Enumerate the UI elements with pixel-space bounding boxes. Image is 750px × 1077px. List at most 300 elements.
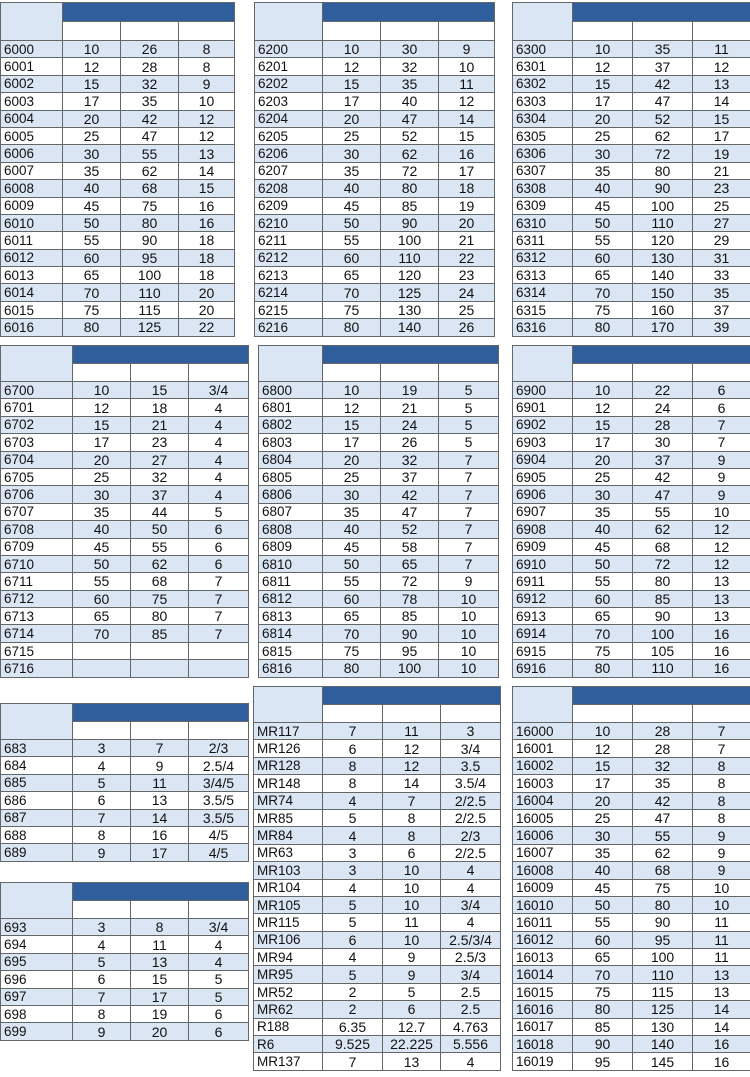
inner-diameter-header (63, 22, 121, 41)
model-cell: 6811 (259, 573, 323, 590)
outer-diameter-cell: 7 (383, 793, 441, 810)
outer-diameter-cell: 72 (381, 163, 439, 180)
inner-diameter-cell (73, 643, 131, 660)
outer-diameter-cell: 90 (633, 608, 693, 625)
model-cell: MR117 (254, 723, 323, 740)
width-cell: 3/4 (189, 382, 249, 399)
model-cell: 6012 (1, 250, 63, 267)
width-cell: 2/2.5 (441, 845, 501, 862)
width-cell: 17 (439, 163, 495, 180)
model-cell: 6207 (255, 163, 323, 180)
width-cell: 2/2.5 (441, 810, 501, 827)
model-cell: 6914 (513, 625, 573, 642)
model-cell: 6305 (513, 128, 573, 145)
inner-diameter-cell: 50 (73, 556, 131, 573)
outer-diameter-cell: 17 (131, 844, 189, 861)
width-cell: 6 (189, 521, 249, 538)
model-cell: 685 (1, 775, 73, 792)
width-cell: 10 (439, 643, 499, 660)
width-cell: 5 (189, 504, 249, 521)
inner-diameter-cell: 40 (323, 180, 381, 197)
inner-diameter-cell: 40 (573, 862, 633, 879)
inner-diameter-cell: 8 (73, 827, 131, 844)
outer-diameter-cell: 16 (131, 827, 189, 844)
inner-diameter-header (573, 22, 633, 41)
outer-diameter-cell: 62 (131, 556, 189, 573)
width-cell: 7 (439, 521, 499, 538)
model-cell: MR126 (254, 740, 323, 757)
spec-table-p16000 (512, 686, 750, 1071)
outer-diameter-cell: 55 (121, 145, 179, 162)
inner-diameter-cell: 5 (73, 954, 131, 971)
width-cell: 8 (693, 758, 750, 775)
model-cell: 6710 (1, 556, 73, 573)
outer-diameter-cell (131, 660, 189, 677)
inner-diameter-cell: 8 (323, 758, 383, 775)
dimensions-header (73, 883, 249, 901)
width-cell: 13 (693, 591, 750, 608)
width-cell: 7 (693, 740, 750, 757)
outer-diameter-cell: 65 (381, 556, 439, 573)
inner-diameter-cell: 8 (323, 775, 383, 792)
outer-diameter-cell: 95 (633, 932, 693, 949)
inner-diameter-cell: 60 (573, 932, 633, 949)
outer-diameter-cell: 9 (383, 949, 441, 966)
inner-diameter-cell: 70 (323, 284, 381, 301)
outer-diameter-header (131, 364, 189, 382)
model-cell: 6909 (513, 539, 573, 556)
width-cell: 5 (439, 417, 499, 434)
inner-diameter-cell: 40 (63, 180, 121, 197)
outer-diameter-cell: 85 (131, 625, 189, 642)
width-cell: 23 (693, 180, 750, 197)
width-cell: 22 (439, 250, 495, 267)
model-cell: MR74 (254, 793, 323, 810)
width-cell: 10 (693, 880, 750, 897)
inner-diameter-cell: 75 (573, 643, 633, 660)
model-cell: 16013 (513, 949, 573, 966)
width-cell: 7 (189, 573, 249, 590)
inner-diameter-cell: 65 (63, 267, 121, 284)
model-cell: 6006 (1, 145, 63, 162)
outer-diameter-cell: 26 (121, 41, 179, 58)
inner-diameter-cell: 25 (323, 469, 381, 486)
width-header (693, 22, 750, 41)
spec-table-p6800 (258, 345, 499, 678)
model-cell: 6816 (259, 660, 323, 677)
width-cell: 2.5/3/4 (441, 932, 501, 949)
inner-diameter-cell: 55 (73, 573, 131, 590)
model-cell: 16019 (513, 1053, 573, 1070)
width-cell: 35 (693, 284, 750, 301)
inner-diameter-cell: 8 (73, 1006, 131, 1023)
outer-diameter-cell: 11 (383, 723, 441, 740)
width-cell: 3/4 (441, 966, 501, 983)
outer-diameter-cell: 7 (131, 740, 189, 757)
spec-table-p6900 (512, 345, 750, 678)
inner-diameter-cell: 17 (573, 775, 633, 792)
inner-diameter-cell: 6 (73, 971, 131, 988)
inner-diameter-header (73, 722, 131, 740)
width-cell: 7 (189, 608, 249, 625)
inner-diameter-cell: 60 (323, 250, 381, 267)
model-cell: 6910 (513, 556, 573, 573)
model-cell: 6911 (513, 573, 573, 590)
inner-diameter-cell: 6 (73, 792, 131, 809)
model-cell: 16014 (513, 966, 573, 983)
model-cell: 6900 (513, 382, 573, 399)
outer-diameter-cell: 6 (383, 1001, 441, 1018)
outer-diameter-cell: 27 (131, 452, 189, 469)
inner-diameter-cell: 25 (573, 810, 633, 827)
width-cell: 10 (439, 608, 499, 625)
model-cell: 6916 (513, 660, 573, 677)
inner-diameter-cell: 75 (63, 302, 121, 319)
width-cell: 15 (439, 128, 495, 145)
width-cell: 13 (693, 76, 750, 93)
model-cell: 16012 (513, 932, 573, 949)
width-cell: 16 (693, 625, 750, 642)
model-cell: 6202 (255, 76, 323, 93)
spec-table-p683 (0, 703, 249, 862)
model-cell: 6804 (259, 452, 323, 469)
outer-diameter-cell: 6 (383, 845, 441, 862)
outer-diameter-cell: 42 (381, 486, 439, 503)
width-cell: 11 (693, 914, 750, 931)
width-cell: 4 (441, 862, 501, 879)
model-cell: 6815 (259, 643, 323, 660)
outer-diameter-cell: 100 (633, 198, 693, 215)
width-cell: 3/4/5 (189, 775, 249, 792)
outer-diameter-cell: 170 (633, 319, 693, 336)
width-cell: 4 (441, 880, 501, 897)
width-header (439, 364, 499, 382)
outer-diameter-cell: 37 (633, 452, 693, 469)
width-cell: 4 (441, 914, 501, 931)
model-cell: 6806 (259, 486, 323, 503)
outer-diameter-cell: 13 (383, 1053, 441, 1070)
model-cell: 694 (1, 936, 73, 953)
inner-diameter-cell: 12 (573, 740, 633, 757)
inner-diameter-cell: 70 (323, 625, 381, 642)
width-cell: 5 (439, 399, 499, 416)
inner-diameter-cell: 55 (573, 914, 633, 931)
model-cell: 6007 (1, 163, 63, 180)
width-cell: 6 (189, 556, 249, 573)
inner-diameter-cell: 15 (573, 758, 633, 775)
outer-diameter-cell: 52 (381, 521, 439, 538)
inner-diameter-cell: 60 (573, 591, 633, 608)
model-cell: 6009 (1, 198, 63, 215)
outer-diameter-cell: 30 (633, 434, 693, 451)
inner-diameter-cell: 35 (73, 504, 131, 521)
inner-diameter-cell: 50 (323, 556, 381, 573)
inner-diameter-cell: 55 (573, 232, 633, 249)
model-cell: 16005 (513, 810, 573, 827)
model-cell: 6913 (513, 608, 573, 625)
model-cell: 6714 (1, 625, 73, 642)
width-cell: 7 (439, 539, 499, 556)
inner-diameter-cell: 70 (63, 284, 121, 301)
inner-diameter-header (323, 705, 383, 723)
model-cell: 6716 (1, 660, 73, 677)
width-cell: 4 (189, 954, 249, 971)
width-cell: 7 (693, 434, 750, 451)
model-cell: 6205 (255, 128, 323, 145)
model-cell: 6303 (513, 93, 573, 110)
inner-diameter-cell: 80 (573, 660, 633, 677)
width-cell: 25 (693, 198, 750, 215)
model-cell: 16002 (513, 758, 573, 775)
outer-diameter-cell: 72 (633, 556, 693, 573)
width-cell: 4/5 (189, 844, 249, 861)
outer-diameter-cell: 35 (633, 41, 693, 58)
inner-diameter-cell: 9 (73, 844, 131, 861)
model-cell: 6702 (1, 417, 73, 434)
outer-diameter-header (383, 705, 441, 723)
model-cell: 6209 (255, 198, 323, 215)
dimensions-header (573, 687, 750, 705)
inner-diameter-cell: 25 (323, 128, 381, 145)
model-cell: 688 (1, 827, 73, 844)
outer-diameter-cell: 55 (633, 827, 693, 844)
outer-diameter-cell: 19 (131, 1006, 189, 1023)
width-cell: 3.5/5 (189, 810, 249, 827)
width-cell: 9 (693, 486, 750, 503)
width-cell: 18 (179, 250, 235, 267)
outer-diameter-cell: 44 (131, 504, 189, 521)
inner-diameter-cell: 50 (63, 215, 121, 232)
width-cell: 5 (189, 971, 249, 988)
inner-diameter-cell: 4 (323, 880, 383, 897)
model-cell: 6713 (1, 608, 73, 625)
model-cell: 6903 (513, 434, 573, 451)
model-cell: 696 (1, 971, 73, 988)
inner-diameter-cell: 9.525 (323, 1036, 383, 1053)
outer-diameter-cell: 100 (633, 949, 693, 966)
model-cell: 6203 (255, 93, 323, 110)
model-cell: 693 (1, 919, 73, 936)
width-cell: 2.5 (441, 1001, 501, 1018)
outer-diameter-cell: 32 (381, 58, 439, 75)
inner-diameter-cell: 20 (323, 111, 381, 128)
width-cell: 27 (693, 215, 750, 232)
outer-diameter-cell: 110 (381, 250, 439, 267)
outer-diameter-cell: 37 (131, 486, 189, 503)
model-cell: MR52 (254, 984, 323, 1001)
model-cell: 16009 (513, 880, 573, 897)
outer-diameter-cell: 35 (633, 775, 693, 792)
outer-diameter-cell: 9 (131, 757, 189, 774)
inner-diameter-cell: 4 (73, 757, 131, 774)
inner-diameter-cell: 17 (323, 93, 381, 110)
width-cell: 3/4 (441, 740, 501, 757)
inner-diameter-cell: 75 (323, 302, 381, 319)
inner-diameter-cell: 9 (73, 1023, 131, 1040)
outer-diameter-cell: 42 (633, 76, 693, 93)
outer-diameter-cell: 85 (633, 591, 693, 608)
model-cell: 16007 (513, 845, 573, 862)
inner-diameter-cell: 10 (323, 41, 381, 58)
outer-diameter-cell: 90 (121, 232, 179, 249)
outer-diameter-header (381, 364, 439, 382)
inner-diameter-cell: 15 (63, 76, 121, 93)
inner-diameter-header (573, 364, 633, 382)
model-cell: 6814 (259, 625, 323, 642)
model-cell: 6011 (1, 232, 63, 249)
width-cell: 11 (693, 932, 750, 949)
outer-diameter-cell: 62 (633, 845, 693, 862)
model-cell: 6703 (1, 434, 73, 451)
width-cell: 2.5/3 (441, 949, 501, 966)
outer-diameter-cell: 13 (131, 954, 189, 971)
width-cell: 2/2.5 (441, 793, 501, 810)
width-cell: 6 (189, 1023, 249, 1040)
width-cell: 13 (693, 573, 750, 590)
model-cell: 6915 (513, 643, 573, 660)
spec-table-pMR (253, 686, 501, 1071)
model-column-header (513, 3, 573, 41)
width-cell: 6 (693, 399, 750, 416)
outer-diameter-cell: 14 (131, 810, 189, 827)
model-cell: 698 (1, 1006, 73, 1023)
inner-diameter-cell: 70 (573, 625, 633, 642)
model-cell: 6200 (255, 41, 323, 58)
inner-diameter-cell: 5 (73, 775, 131, 792)
outer-diameter-cell: 12 (383, 740, 441, 757)
dimensions-header (73, 346, 249, 364)
inner-diameter-cell: 7 (323, 1053, 383, 1070)
inner-diameter-cell: 75 (323, 643, 381, 660)
width-header (439, 22, 495, 41)
inner-diameter-cell: 15 (573, 76, 633, 93)
inner-diameter-cell: 65 (323, 608, 381, 625)
model-cell: MR95 (254, 966, 323, 983)
outer-diameter-cell: 28 (633, 723, 693, 740)
inner-diameter-cell: 80 (63, 319, 121, 336)
inner-diameter-cell: 25 (73, 469, 131, 486)
inner-diameter-cell: 25 (63, 128, 121, 145)
model-column-header (513, 346, 573, 382)
model-cell: 6715 (1, 643, 73, 660)
outer-diameter-cell: 42 (633, 793, 693, 810)
width-cell: 21 (693, 163, 750, 180)
width-cell: 16 (693, 1036, 750, 1053)
width-cell: 4 (189, 399, 249, 416)
outer-diameter-cell: 120 (381, 267, 439, 284)
outer-diameter-cell: 125 (121, 319, 179, 336)
inner-diameter-cell: 17 (73, 434, 131, 451)
model-cell: 16011 (513, 914, 573, 931)
outer-diameter-cell: 120 (633, 232, 693, 249)
width-cell: 5 (189, 989, 249, 1006)
model-cell: 6807 (259, 504, 323, 521)
inner-diameter-cell: 30 (573, 827, 633, 844)
width-cell: 4 (189, 417, 249, 434)
model-cell: 695 (1, 954, 73, 971)
width-cell: 37 (693, 302, 750, 319)
model-cell: 6905 (513, 469, 573, 486)
inner-diameter-cell: 45 (323, 539, 381, 556)
model-cell: 6008 (1, 180, 63, 197)
inner-diameter-cell: 17 (323, 434, 381, 451)
model-column-header (255, 3, 323, 41)
inner-diameter-cell: 65 (573, 949, 633, 966)
inner-diameter-cell: 35 (573, 845, 633, 862)
outer-diameter-header (633, 705, 693, 723)
width-cell: 13 (693, 608, 750, 625)
width-cell: 13 (179, 145, 235, 162)
model-cell: 16015 (513, 984, 573, 1001)
inner-diameter-header (323, 22, 381, 41)
inner-diameter-cell: 6 (323, 932, 383, 949)
model-cell: 6706 (1, 486, 73, 503)
outer-diameter-cell: 11 (383, 914, 441, 931)
width-cell: 31 (693, 250, 750, 267)
outer-diameter-cell: 145 (633, 1053, 693, 1070)
model-cell: 6311 (513, 232, 573, 249)
outer-diameter-cell: 85 (381, 198, 439, 215)
inner-diameter-cell: 75 (573, 984, 633, 1001)
model-cell: 6902 (513, 417, 573, 434)
model-cell: 6309 (513, 198, 573, 215)
width-cell (189, 643, 249, 660)
width-cell: 9 (179, 76, 235, 93)
width-cell: 4 (189, 452, 249, 469)
width-cell: 4 (189, 936, 249, 953)
inner-diameter-cell: 45 (573, 880, 633, 897)
width-cell: 11 (693, 949, 750, 966)
outer-diameter-cell: 47 (633, 93, 693, 110)
model-cell: 6704 (1, 452, 73, 469)
model-column-header (1, 346, 73, 382)
model-cell: 6800 (259, 382, 323, 399)
outer-diameter-cell: 47 (633, 810, 693, 827)
outer-diameter-cell: 18 (131, 399, 189, 416)
width-cell: 18 (179, 232, 235, 249)
width-cell: 10 (693, 504, 750, 521)
model-cell: MR63 (254, 845, 323, 862)
inner-diameter-cell: 45 (573, 539, 633, 556)
inner-diameter-cell: 10 (573, 382, 633, 399)
inner-diameter-cell: 12 (573, 58, 633, 75)
inner-diameter-cell: 20 (63, 111, 121, 128)
outer-diameter-cell: 15 (131, 971, 189, 988)
model-cell: 6313 (513, 267, 573, 284)
width-cell: 14 (179, 163, 235, 180)
inner-diameter-cell: 55 (573, 573, 633, 590)
width-cell: 25 (439, 302, 495, 319)
inner-diameter-cell: 20 (573, 452, 633, 469)
inner-diameter-cell: 30 (573, 145, 633, 162)
inner-diameter-cell: 35 (573, 163, 633, 180)
inner-diameter-cell: 40 (573, 180, 633, 197)
width-cell: 18 (439, 180, 495, 197)
outer-diameter-cell: 115 (121, 302, 179, 319)
inner-diameter-cell: 7 (323, 723, 383, 740)
outer-diameter-cell: 12.7 (383, 1019, 441, 1036)
width-cell: 12 (693, 58, 750, 75)
model-cell: 684 (1, 757, 73, 774)
outer-diameter-cell: 90 (633, 180, 693, 197)
outer-diameter-cell: 10 (383, 862, 441, 879)
outer-diameter-cell: 100 (633, 625, 693, 642)
inner-diameter-cell: 30 (73, 486, 131, 503)
width-cell: 2.5 (441, 984, 501, 1001)
width-header (179, 22, 235, 41)
width-cell: 7 (439, 452, 499, 469)
width-cell: 3.5 (441, 758, 501, 775)
